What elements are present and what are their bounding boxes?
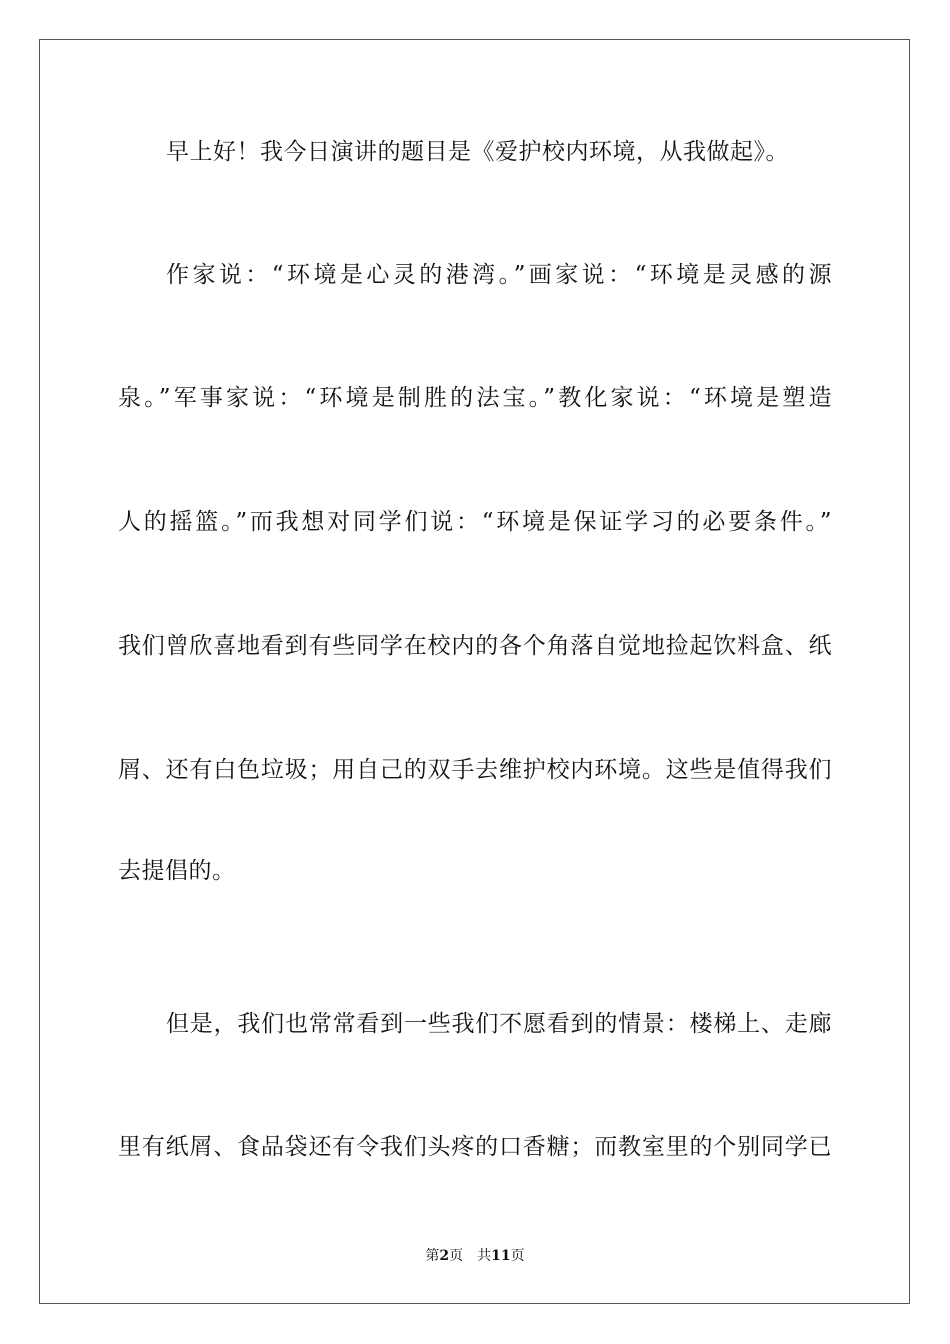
footer-total-suffix: 页 <box>510 1248 525 1264</box>
page-number: 2 <box>439 1248 450 1264</box>
paragraph-line: 早上好！我今日演讲的题目是《爱护校内环境，从我做起》。 <box>166 139 789 165</box>
paragraph-line: 作家说：“环境是心灵的港湾。”画家说：“环境是灵感的源 <box>166 262 832 288</box>
paragraph-line: 里有纸屑、食品袋还有令我们头疼的口香糖；而教室里的个别同学已 <box>118 1134 832 1160</box>
paragraph-line: 但是，我们也常常看到一些我们不愿看到的情景：楼梯上、走廊 <box>166 1011 832 1037</box>
paragraph-line: 我们曾欣喜地看到有些同学在校内的各个角落自觉地捡起饮料盒、纸 <box>118 633 832 659</box>
page-border <box>39 39 910 1304</box>
footer-prefix: 第 <box>425 1248 440 1264</box>
paragraph-line: 去提倡的。 <box>118 858 236 884</box>
paragraph-line: 人的摇篮。”而我想对同学们说：“环境是保证学习的必要条件。” <box>118 509 832 535</box>
total-pages: 11 <box>491 1248 511 1264</box>
footer-total-prefix: 共 <box>477 1248 492 1264</box>
page-footer <box>0 1247 950 1265</box>
paragraph-line: 泉。”军事家说：“环境是制胜的法宝。”教化家说：“环境是塑造 <box>118 385 832 411</box>
footer-page-suffix: 页 <box>449 1248 464 1264</box>
paragraph-line: 屑、还有白色垃圾；用自己的双手去维护校内环境。这些是值得我们 <box>118 757 832 783</box>
